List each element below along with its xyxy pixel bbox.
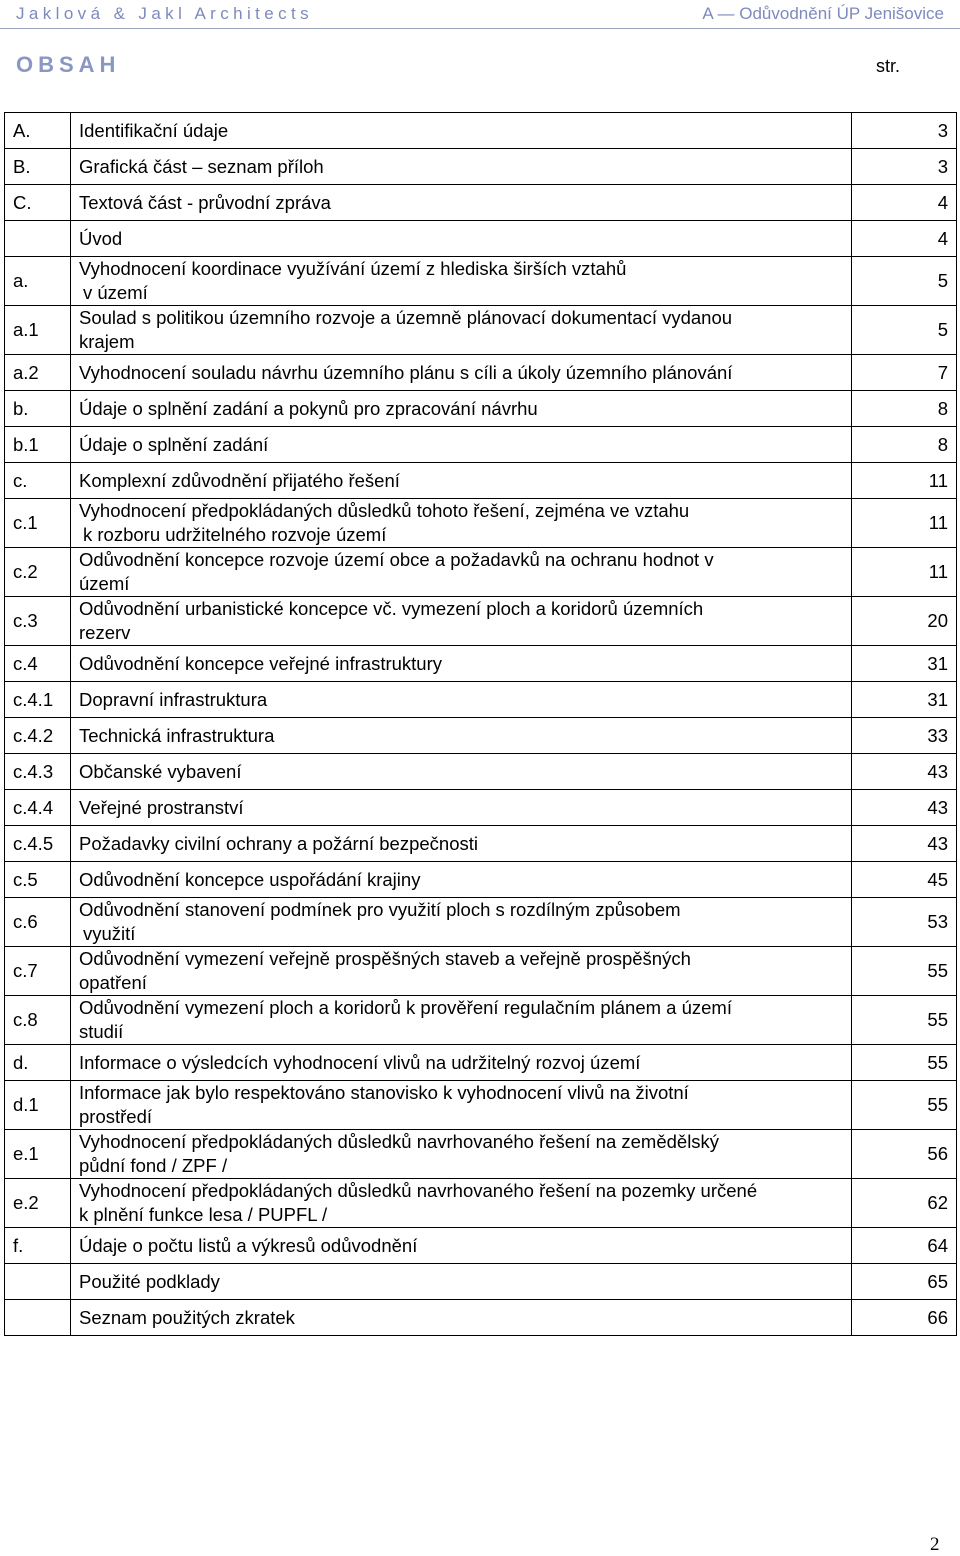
toc-row	[5, 306, 957, 355]
toc-entry-page: 53	[852, 898, 957, 947]
toc-entry-code: c.3	[5, 597, 71, 646]
toc-row	[5, 682, 957, 718]
toc-entry-code: e.1	[5, 1130, 71, 1179]
toc-entry-title-line: k plnění funkce lesa / PUPFL /	[79, 1204, 328, 1225]
page-number: 2	[930, 1534, 940, 1555]
toc-entry-title-line: Odůvodnění koncepce veřejné infrastruktury	[79, 652, 443, 674]
toc-entry-title-line: Seznam použitých zkratek	[79, 1306, 295, 1328]
toc-entry-code: c.6	[5, 898, 71, 947]
toc-entry-page: 3	[852, 113, 957, 149]
toc-entry-title-line: Vyhodnocení koordinace využívání území z hlediska širších vztahů	[79, 258, 627, 279]
toc-entry-page: 3	[852, 149, 957, 185]
toc-entry-title-line: Identifikační údaje	[79, 119, 229, 141]
toc-entry-title-line: Vyhodnocení souladu návrhu územního plánu s cíli a úkoly územního plánování	[79, 361, 733, 383]
toc-entry-title	[71, 1264, 852, 1300]
toc-row	[5, 597, 957, 646]
toc-entry-code: b.	[5, 391, 71, 427]
toc-row	[5, 463, 957, 499]
toc-entry-code: c.1	[5, 499, 71, 548]
toc-entry-page: 56	[852, 1130, 957, 1179]
toc-entry-code: c.4	[5, 646, 71, 682]
toc-entry-page: 11	[852, 548, 957, 597]
toc-entry-title	[71, 790, 852, 826]
toc-entry-title-line: Technická infrastruktura	[79, 724, 275, 746]
toc-entry-title	[71, 1179, 852, 1228]
toc-entry-page: 5	[852, 257, 957, 306]
toc-entry-code: c.4.5	[5, 826, 71, 862]
toc-entry-page: 66	[852, 1300, 957, 1336]
toc-row	[5, 499, 957, 548]
toc-row	[5, 113, 957, 149]
toc-row	[5, 548, 957, 597]
toc-entry-page: 55	[852, 1081, 957, 1130]
toc-entry-title	[71, 113, 852, 149]
toc-entry-code: f.	[5, 1228, 71, 1264]
toc-entry-code: d.	[5, 1045, 71, 1081]
toc-entry-page: 8	[852, 391, 957, 427]
toc-entry-title-line: Grafická část – seznam příloh	[79, 155, 324, 177]
toc-row	[5, 257, 957, 306]
toc-entry-title-line: k rozboru udržitelného rozvoje území	[83, 524, 387, 545]
toc-entry-page: 55	[852, 947, 957, 996]
toc-entry-title-line: Odůvodnění stanovení podmínek pro využití ploch s rozdílným způsobem	[79, 899, 681, 920]
toc-row	[5, 718, 957, 754]
toc-entry-code: a.2	[5, 355, 71, 391]
toc-entry-page: 7	[852, 355, 957, 391]
toc-entry-page: 65	[852, 1264, 957, 1300]
toc-entry-page: 43	[852, 826, 957, 862]
toc-entry-title	[71, 149, 852, 185]
toc-entry-code: c.4.1	[5, 682, 71, 718]
header-firm-name: Jaklová & Jakl Architects	[16, 4, 314, 23]
toc-row	[5, 1045, 957, 1081]
toc-entry-code	[5, 1300, 71, 1336]
toc-entry-title-line: krajem	[79, 331, 135, 352]
toc-entry-title	[71, 682, 852, 718]
toc-entry-title-line: Odůvodnění koncepce uspořádání krajiny	[79, 868, 421, 890]
header-document-title: A — Odůvodnění ÚP Jenišovice	[702, 4, 944, 23]
toc-entry-code: b.1	[5, 427, 71, 463]
toc-row	[5, 391, 957, 427]
toc-entry-page: 43	[852, 790, 957, 826]
toc-entry-code	[5, 1264, 71, 1300]
toc-row	[5, 1081, 957, 1130]
page-header	[0, 0, 960, 29]
toc-row	[5, 996, 957, 1045]
toc-entry-title	[71, 548, 852, 597]
toc-entry-title-line: využití	[83, 923, 136, 944]
toc-entry-title	[71, 898, 852, 947]
toc-entry-title-line: Použité podklady	[79, 1270, 220, 1292]
toc-row	[5, 1228, 957, 1264]
toc-row	[5, 221, 957, 257]
toc-entry-page: 45	[852, 862, 957, 898]
toc-entry-title-line: Odůvodnění koncepce rozvoje území obce a požadavků na ochranu hodnot v	[79, 549, 714, 570]
toc-entry-title	[71, 221, 852, 257]
toc-entry-page: 4	[852, 185, 957, 221]
toc-entry-code: c.4.4	[5, 790, 71, 826]
toc-entry-page: 11	[852, 463, 957, 499]
toc-entry-title	[71, 754, 852, 790]
toc-entry-title	[71, 996, 852, 1045]
toc-entry-title-line: Občanské vybavení	[79, 760, 242, 782]
toc-row	[5, 646, 957, 682]
toc-entry-title-line: Údaje o splnění zadání	[79, 433, 269, 455]
toc-entry-title-line: půdní fond / ZPF /	[79, 1155, 228, 1176]
toc-entry-title	[71, 947, 852, 996]
toc-entry-page: 33	[852, 718, 957, 754]
toc-entry-page: 55	[852, 1045, 957, 1081]
toc-entry-title-line: Odůvodnění vymezení veřejně prospěšných staveb a veřejně prospěšných	[79, 948, 691, 969]
toc-entry-code: c.8	[5, 996, 71, 1045]
toc-entry-code: c.2	[5, 548, 71, 597]
toc-row	[5, 947, 957, 996]
toc-entry-page: 62	[852, 1179, 957, 1228]
toc-entry-title-line: Odůvodnění urbanistické koncepce vč. vymezení ploch a koridorů územních	[79, 598, 704, 619]
toc-entry-page: 20	[852, 597, 957, 646]
toc-entry-page: 55	[852, 996, 957, 1045]
toc-entry-page: 31	[852, 682, 957, 718]
toc-heading: OBSAH	[16, 52, 121, 77]
toc-entry-title	[71, 185, 852, 221]
toc-row	[5, 185, 957, 221]
toc-entry-code: c.	[5, 463, 71, 499]
toc-entry-title-line: Údaje o počtu listů a výkresů odůvodnění	[79, 1234, 418, 1256]
toc-row	[5, 355, 957, 391]
toc-entry-title	[71, 391, 852, 427]
toc-entry-code: A.	[5, 113, 71, 149]
toc-entry-page: 31	[852, 646, 957, 682]
toc-row	[5, 862, 957, 898]
toc-entry-title-line: Soulad s politikou územního rozvoje a územně plánovací dokumentací vydanou	[79, 307, 733, 328]
toc-row	[5, 790, 957, 826]
toc-row	[5, 1300, 957, 1336]
toc-row	[5, 427, 957, 463]
toc-entry-code: c.7	[5, 947, 71, 996]
toc-entry-title-line: Komplexní zdůvodnění přijatého řešení	[79, 469, 400, 491]
page-column-label: str.	[876, 56, 901, 76]
toc-entry-title	[71, 597, 852, 646]
toc-entry-page: 5	[852, 306, 957, 355]
toc-entry-code: c.5	[5, 862, 71, 898]
toc-entry-title-line: Vyhodnocení předpokládaných důsledků navrhovaného řešení na zemědělský	[79, 1131, 720, 1152]
toc-entry-title-line: Informace o výsledcích vyhodnocení vlivů na udržitelný rozvoj území	[79, 1051, 641, 1073]
toc-entry-title	[71, 1300, 852, 1336]
toc-entry-title-line: Údaje o splnění zadání a pokynů pro zpracování návrhu	[79, 397, 538, 419]
toc-row	[5, 1130, 957, 1179]
toc-entry-title	[71, 1081, 852, 1130]
toc-entry-code: B.	[5, 149, 71, 185]
toc-entry-page: 8	[852, 427, 957, 463]
toc-row	[5, 149, 957, 185]
toc-entry-title-line: Textová část - průvodní zpráva	[79, 191, 331, 213]
toc-entry-title	[71, 257, 852, 306]
toc-entry-page: 43	[852, 754, 957, 790]
toc-entry-title-line: v území	[83, 282, 148, 303]
toc-entry-title-line: studií	[79, 1021, 124, 1042]
toc-entry-code	[5, 221, 71, 257]
toc-row	[5, 754, 957, 790]
toc-entry-title-line: Úvod	[79, 227, 123, 249]
toc-entry-title	[71, 463, 852, 499]
toc-entry-title-line: Veřejné prostranství	[79, 796, 244, 818]
toc-entry-code: a.1	[5, 306, 71, 355]
toc-entry-title	[71, 499, 852, 548]
toc-entry-code: c.4.3	[5, 754, 71, 790]
toc-entry-title	[71, 427, 852, 463]
toc-entry-page: 64	[852, 1228, 957, 1264]
toc-entry-title-line: Informace jak bylo respektováno stanovisko k vyhodnocení vlivů na životní	[79, 1082, 689, 1103]
toc-entry-page: 11	[852, 499, 957, 548]
toc-entry-title-line: území	[79, 573, 130, 594]
toc-entry-title-line: prostředí	[79, 1106, 153, 1127]
toc-entry-title-line: Vyhodnocení předpokládaných důsledků tohoto řešení, zejména ve vztahu	[79, 500, 690, 521]
toc-entry-code: d.1	[5, 1081, 71, 1130]
toc-entry-title	[71, 826, 852, 862]
toc-entry-title	[71, 646, 852, 682]
toc-entry-code: a.	[5, 257, 71, 306]
toc-entry-title-line: rezerv	[79, 622, 131, 643]
toc-entry-title-line: opatření	[79, 972, 147, 993]
toc-entry-page: 4	[852, 221, 957, 257]
toc-row	[5, 898, 957, 947]
toc-entry-title-line: Odůvodnění vymezení ploch a koridorů k prověření regulačním plánem a území	[79, 997, 732, 1018]
toc-entry-code: c.4.2	[5, 718, 71, 754]
toc-entry-title-line: Dopravní infrastruktura	[79, 688, 268, 710]
toc-entry-title-line: Požadavky civilní ochrany a požární bezpečnosti	[79, 832, 478, 854]
toc-entry-title	[71, 355, 852, 391]
toc-entry-title-line: Vyhodnocení předpokládaných důsledků navrhovaného řešení na pozemky určené	[79, 1180, 758, 1201]
table-of-contents	[4, 112, 957, 1336]
toc-entry-title	[71, 1228, 852, 1264]
toc-entry-title	[71, 1045, 852, 1081]
toc-row	[5, 1179, 957, 1228]
toc-entry-title	[71, 1130, 852, 1179]
toc-entry-title	[71, 862, 852, 898]
toc-row	[5, 826, 957, 862]
toc-entry-title	[71, 718, 852, 754]
toc-entry-code: e.2	[5, 1179, 71, 1228]
toc-entry-code: C.	[5, 185, 71, 221]
toc-entry-title	[71, 306, 852, 355]
toc-row	[5, 1264, 957, 1300]
